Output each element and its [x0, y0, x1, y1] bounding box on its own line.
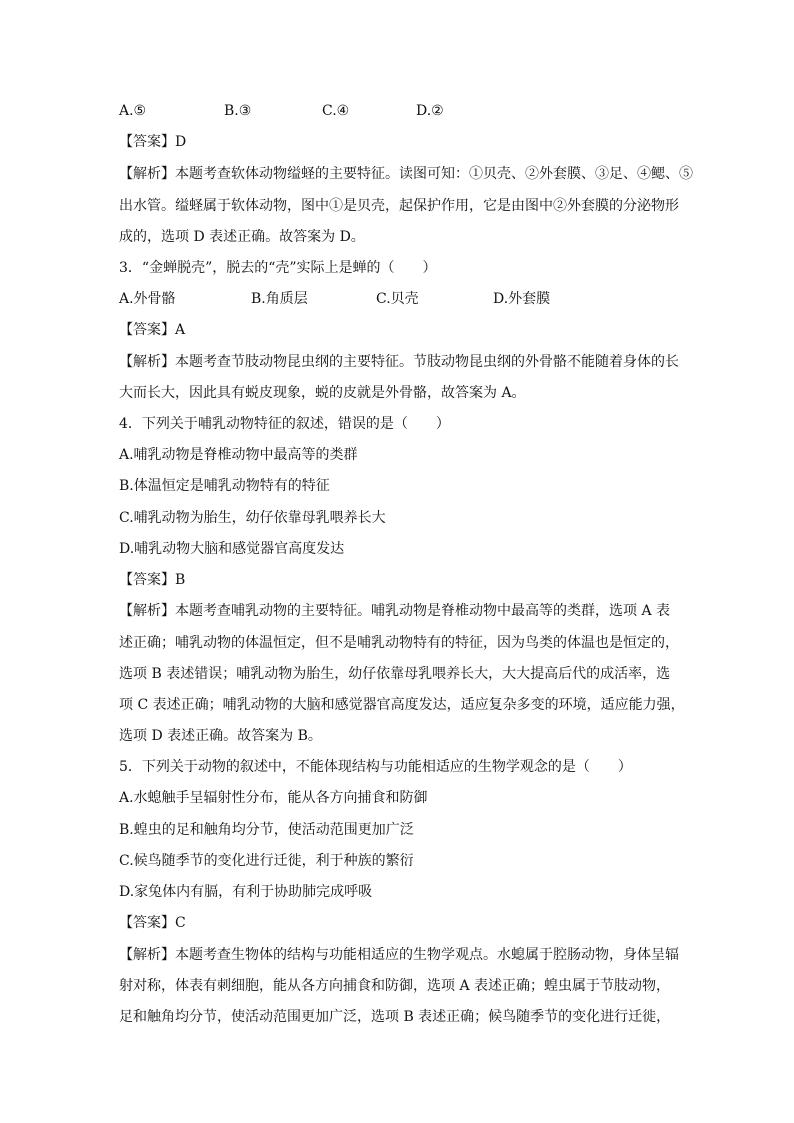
q5-explanation-line-1: 【解析】本题考查生物体的结构与功能相适应的生物学观点。水螅属于腔肠动物，身体呈辐 [119, 947, 679, 963]
q5-stem: 5．下列关于动物的叙述中，不能体现结构与功能相适应的生物学观念的是（ ） [119, 759, 632, 775]
q2-option-d: D.② [416, 103, 444, 119]
q2-explanation-line-1: 【解析】本题考查软体动物缢蛏的主要特征。读图可知：①贝壳、②外套膜、③足、④鳃、⑤ [119, 166, 693, 182]
q2-option-a: A.⑤ [119, 103, 147, 119]
q4-option-b: B.体温恒定是哺乳动物特有的特征 [119, 478, 330, 494]
q3-answer: 【答案】A [119, 322, 186, 338]
q5-explanation-line-2: 射对称，体表有刺细胞，能从各方向捕食和防御，选项 A 表述正确；蝗虫属于节肢动物， [119, 978, 671, 994]
q5-option-b: B.蝗虫的足和触角均分节，使活动范围更加广泛 [119, 822, 414, 838]
q5-option-d: D.家兔体内有膈，有利于协助肺完成呼吸 [119, 884, 373, 900]
q2-explanation-line-3: 成的，选项 D 表述正确。故答案为 D。 [119, 229, 365, 245]
q3-option-a: A.外骨骼 [119, 291, 176, 307]
q5-answer: 【答案】C [119, 915, 186, 931]
q2-answer: 【答案】D [119, 134, 187, 150]
q2-explanation-line-2: 出水管。缢蛏属于软体动物，图中①是贝壳，起保护作用，它是由图中②外套膜的分泌物形 [119, 198, 679, 214]
q2-option-c: C.④ [322, 103, 350, 119]
q4-option-a: A.哺乳动物是脊椎动物中最高等的类群 [119, 447, 358, 463]
q4-explanation-line-5: 选项 D 表述正确。故答案为 B。 [119, 728, 322, 744]
q4-stem: 4．下列关于哺乳动物特征的叙述，错误的是（ ） [119, 416, 450, 432]
q3-explanation-line-1: 【解析】本题考查节肢动物昆虫纲的主要特征。节肢动物昆虫纲的外骨骼不能随着身体的长 [119, 354, 679, 370]
q3-option-c: C.贝壳 [376, 291, 419, 307]
q3-stem: 3．“金蝉脱壳”，脱去的“壳”实际上是蝉的（ ） [119, 260, 437, 276]
q5-option-c: C.候鸟随季节的变化进行迁徙，利于种族的繁衍 [119, 853, 414, 869]
q3-explanation-line-2: 大而长大，因此具有蜕皮现象，蜕的皮就是外骨骼，故答案为 A。 [119, 385, 526, 401]
q5-explanation-line-3: 足和触角均分节，使活动范围更加广泛，选项 B 表述正确；候鸟随季节的变化进行迁徙， [119, 1009, 671, 1025]
q4-explanation-line-1: 【解析】本题考查哺乳动物的主要特征。哺乳动物是脊椎动物中最高等的类群，选项 A 表 [119, 603, 671, 619]
q4-option-c: C.哺乳动物为胎生，幼仔依靠母乳喂养长大 [119, 510, 386, 526]
q3-option-b: B.角质层 [251, 291, 308, 307]
q4-answer: 【答案】B [119, 572, 186, 588]
q3-option-d: D.外套膜 [493, 291, 551, 307]
q2-option-b: B.③ [224, 103, 252, 119]
q5-option-a: A.水螅触手呈辐射性分布，能从各方向捕食和防御 [119, 790, 428, 806]
q4-explanation-line-3: 选项 B 表述错误；哺乳动物为胎生，幼仔依靠母乳喂养长大，大大提高后代的成活率，选 [119, 666, 671, 682]
q4-explanation-line-4: 项 C 表述正确；哺乳动物的大脑和感觉器官高度发达，适应复杂多变的环境，适应能力强， [119, 697, 685, 713]
q4-explanation-line-2: 述正确；哺乳动物的体温恒定，但不是哺乳动物特有的特征，因为鸟类的体温也是恒定的， [119, 635, 679, 651]
q4-option-d: D.哺乳动物大脑和感觉器官高度发达 [119, 541, 345, 557]
